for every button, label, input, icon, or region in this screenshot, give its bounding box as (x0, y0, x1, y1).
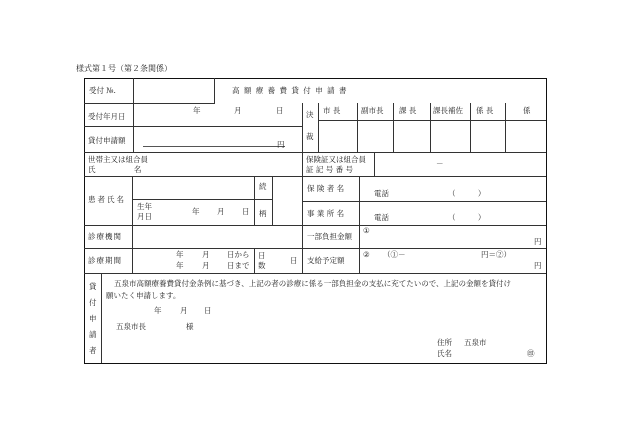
period-from-year: 年 (176, 250, 184, 259)
days-label-2: 数 (258, 261, 266, 270)
decision-col-assistant-chief: 課長補佐 (433, 106, 463, 115)
apply-date-day: 日 (204, 306, 212, 315)
office-phone-label: 電話 (374, 213, 389, 222)
applicant-side-2: 付 (89, 298, 97, 307)
payment-mark: ② (363, 250, 370, 259)
address-value: 五泉市 (464, 338, 487, 347)
days-unit: 日 (290, 256, 298, 265)
birth-year: 年 (192, 207, 200, 216)
period-to-suffix: 日まで (227, 261, 250, 270)
payment-label: 支給予定額 (307, 256, 345, 265)
applicant-side-3: 申 (89, 314, 97, 323)
insurance-label-2: 証 記 号 番 号 (306, 165, 354, 174)
copay-label: 一部負担金額 (307, 232, 352, 241)
period-label: 診療期間 (88, 256, 122, 265)
insurer-phone-parens: （ ） (448, 189, 496, 198)
receipt-date-label: 受付年月日 (88, 112, 126, 121)
period-to-month: 月 (202, 261, 210, 270)
decision-col-staff: 係 (523, 106, 531, 115)
payment-calc: （①－ (383, 250, 406, 259)
period-from-suffix: 日から (227, 250, 250, 259)
decision-col-mayor: 市 長 (323, 106, 341, 115)
decision-label-top: 決 (306, 110, 314, 119)
days-label-1: 日 (258, 251, 266, 260)
insurance-dash: － (436, 159, 444, 168)
copay-unit: 円 (534, 237, 542, 246)
receipt-no-label: 受付 №. (89, 86, 116, 95)
apply-date-month: 月 (180, 306, 188, 315)
form-number: 様式第１号（第２条関係） (76, 64, 172, 73)
birth-month: 月 (217, 207, 225, 216)
applicant-side-5: 者 (89, 346, 97, 355)
name-label: 氏名 (437, 349, 452, 358)
loan-amount-unit: 円 (277, 140, 285, 149)
loan-amount-label: 貸付申請額 (88, 136, 126, 145)
decision-col-deputy-mayor: 副市長 (361, 106, 384, 115)
decision-label-bottom: 裁 (306, 132, 314, 141)
birth-label-2: 月日 (137, 212, 152, 221)
payment-unit: 円 (534, 261, 542, 270)
copay-mark: ① (363, 226, 370, 235)
applicant-side-4: 請 (89, 330, 97, 339)
institution-label: 診療機関 (88, 232, 122, 241)
birth-day: 日 (242, 207, 250, 216)
insurer-phone-label: 電話 (374, 189, 389, 198)
address-label: 住所 (437, 338, 452, 347)
statement-line-2: 願いたく申請します。 (106, 291, 181, 300)
relation-label-2: 柄 (259, 209, 267, 218)
insurance-label-1: 保険証又は組合員 (306, 155, 366, 164)
receipt-date-year: 年 (193, 106, 201, 115)
patient-name-label: 患者氏名 (88, 195, 126, 204)
addressee-suffix: 様 (186, 322, 194, 331)
office-label: 事 業 所 名 (307, 209, 345, 218)
form-title: 高 額 療 養 費 貸 付 申 請 書 (232, 86, 348, 95)
addressee: 五泉市長 (116, 322, 146, 331)
householder-label-1: 世帯主又は組合員 (88, 155, 148, 164)
householder-label-2: 氏 名 (88, 165, 160, 174)
insurer-label: 保 険 者 名 (307, 184, 345, 193)
decision-col-unit-chief: 係 長 (476, 106, 494, 115)
birth-label-1: 生年 (137, 202, 152, 211)
seal-icon: ㊞ (527, 349, 535, 358)
office-phone-parens: （ ） (448, 213, 496, 222)
relation-label-1: 続 (259, 182, 267, 191)
applicant-side-1: 貸 (89, 282, 97, 291)
statement-line-1: 五泉市高額療養費貸付金条例に基づき、上記の者の診療に係る一部負担金の支払に充てたいので、上記の金額を貸付け (114, 279, 512, 288)
receipt-date-day: 日 (276, 106, 284, 115)
payment-calc-result: 円＝②） (481, 250, 511, 259)
apply-date-year: 年 (154, 306, 162, 315)
period-from-month: 月 (202, 250, 210, 259)
decision-col-section-chief: 課 長 (399, 106, 417, 115)
period-to-year: 年 (176, 261, 184, 270)
receipt-date-month: 月 (234, 106, 242, 115)
